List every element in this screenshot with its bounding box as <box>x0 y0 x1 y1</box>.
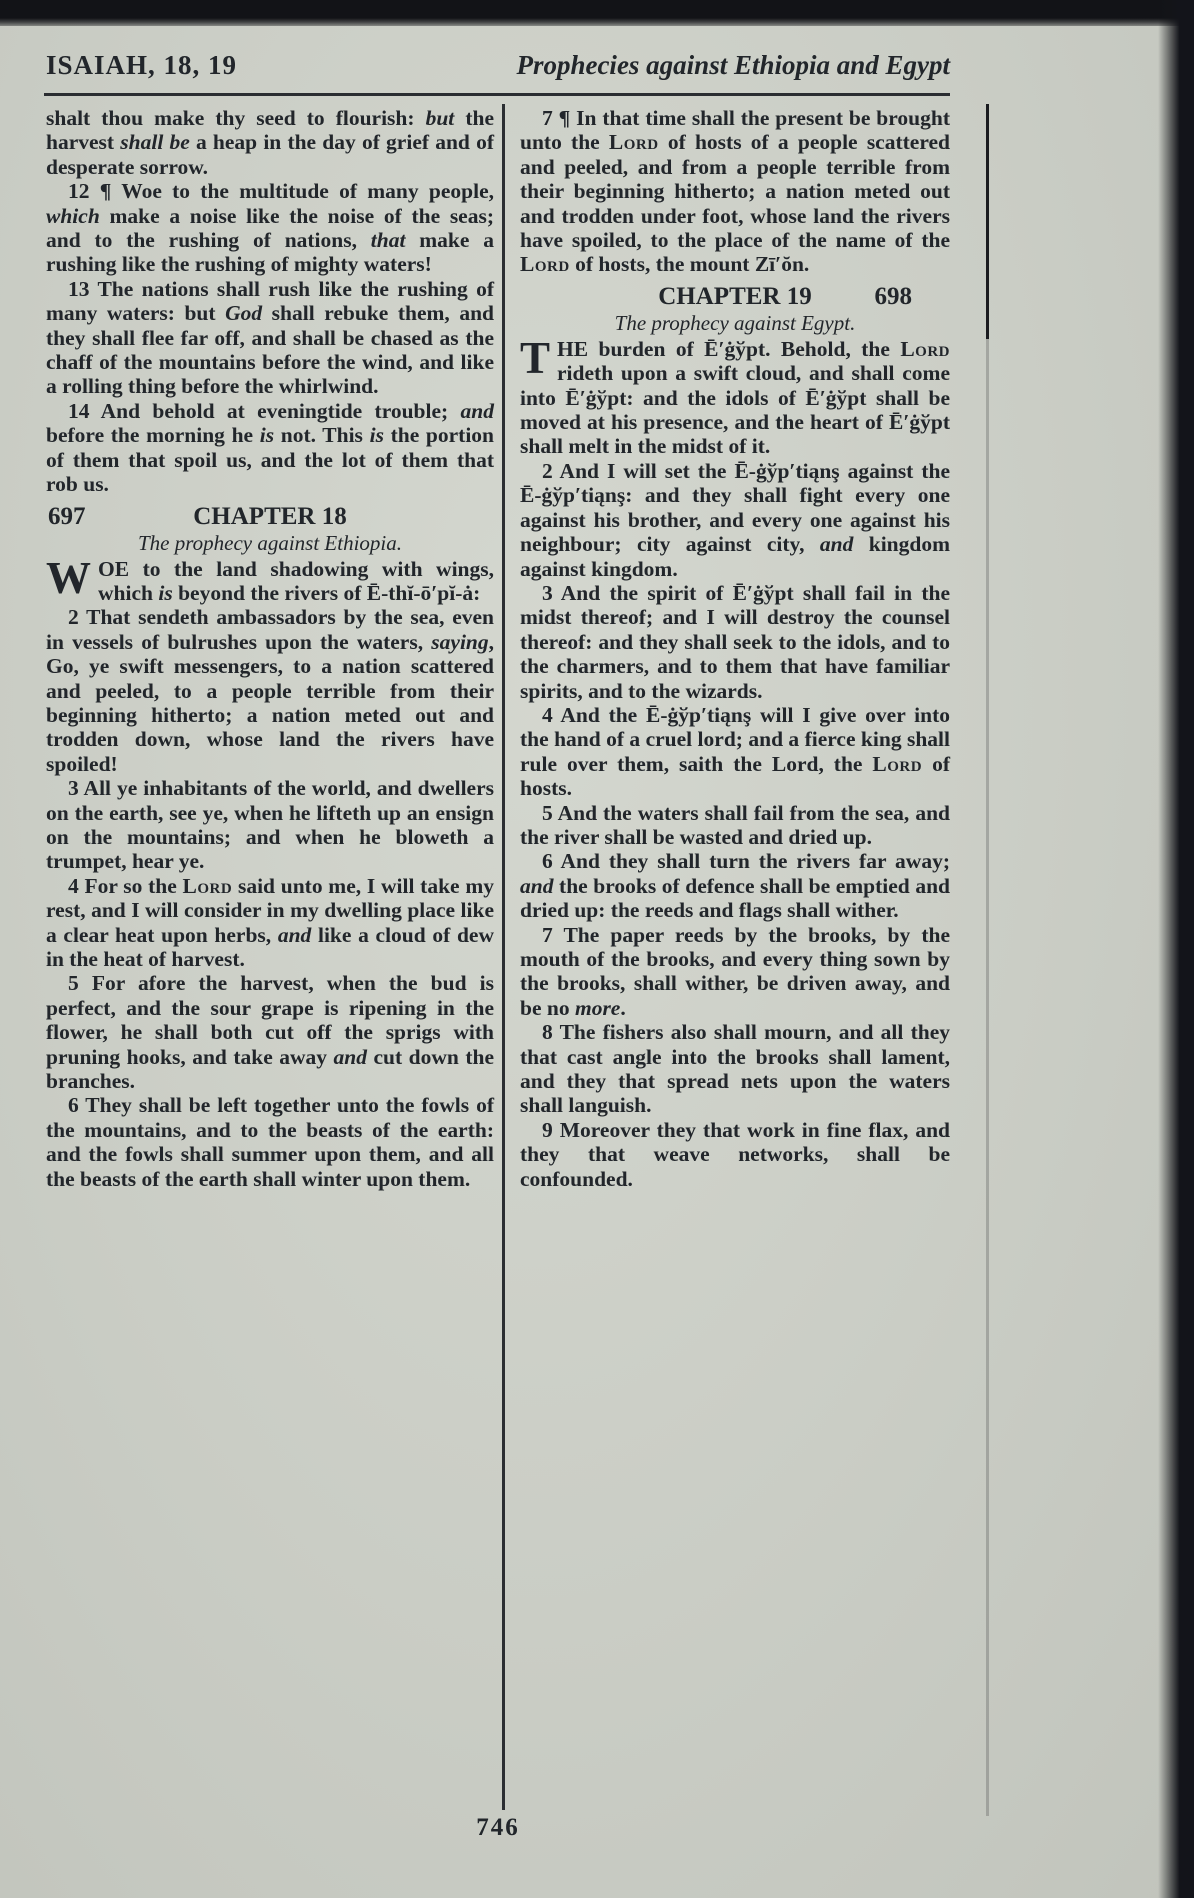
verse-paragraph: 8 The fishers also shall mourn, and all they that cast angle into the brooks shall lament, and they that spread nets upon the waters shall languish. <box>520 1020 950 1118</box>
verse-paragraph: 5 For afore the harvest, when the bud is perfect, and the sour grape is ripening in the flower, he shall both cut off the sprigs with pruning hooks, and take away and cut down the branches. <box>46 971 494 1094</box>
verse-paragraph: 12 ¶ Woe to the multitude of many people, which make a noise like the noise of the seas; and to the rushing of nations, that make a rushing like the rushing of mighty waters! <box>46 179 494 277</box>
chapter-19-title: CHAPTER 19 <box>658 282 812 310</box>
chapter-page-ref-698: 698 <box>874 282 912 310</box>
verse-paragraph: 9 Moreover they that work in fine flax, and they that weave networks, shall be confounded. <box>520 1117 950 1191</box>
verse-paragraph: 4 For so the Lord said unto me, I will take my rest, and I will consider in my dwelling place like a clear heat upon herbs, and like a cloud of dew in the heat of harvest. <box>46 873 494 971</box>
header-rule <box>44 93 950 96</box>
page-number: 746 <box>476 1814 520 1841</box>
right-column <box>520 106 950 1191</box>
running-head-title: Prophecies against Ethiopia and Egypt <box>516 50 950 80</box>
verse-paragraph: 2 And I will set the Ē-ġўp′tiąnş against the Ē-ġўp′tiąnş: and they shall fight every one against his brother, and every one against his neighbour; city against city, and kingdom against kingdom. <box>520 458 950 581</box>
verse-paragraph: 5 And the waters shall fail from the sea, and the river shall be wasted and dried up. <box>520 800 950 849</box>
verse-text: HE burden of Ē′ġўpt. Behold, the Lord rideth upon a swift cloud, and shall come into Ē′ġўpt: and the idols of Ē′ġўpt shall be moved at his presence, and the heart of Ē′ġўpt shall melt in the midst of it. <box>520 336 950 459</box>
verse-paragraph <box>520 332 950 459</box>
verse-paragraph: 6 They shall be left together unto the fowls of the mountains, and to the beasts of the earth: and the fowls shall summer upon them, and all the beasts of the earth shall winter upon them. <box>46 1093 494 1191</box>
running-head <box>46 50 950 81</box>
verse-paragraph: 3 All ye inhabitants of the world, and dwellers on the earth, see ye, when he lifteth up an ensign on the mountains; and when he bloweth a trumpet, hear ye. <box>46 776 494 874</box>
chapter-18-subtitle: The prophecy against Ethiopia. <box>137 530 403 555</box>
page-content <box>46 0 950 1898</box>
verse-paragraph: 3 And the spirit of Ē′ġўpt shall fail in the midst thereof; and I will destroy the counsel thereof: and they shall seek to the idols, and to the charmers, and to them that have familiar spirits, and to the wizards. <box>520 580 950 703</box>
chapter-page-ref-697: 697 <box>48 502 86 530</box>
verse-paragraph: 7 ¶ In that time shall the present be brought unto the Lord of hosts of a people scattered and peeled, and from a people terrible from their beginning hitherto; a nation meted out and trodden under foot, whose land the rivers have spoiled, to the place of the name of the Lord of hosts, the mount Zī′ŏn. <box>520 106 950 277</box>
verse-paragraph: 4 And the Ē-ġўp′tiąnş will I give over into the hand of a cruel lord; and a fierce king shall rule over them, saith the Lord, the Lord of hosts. <box>520 702 950 801</box>
two-column-text-block <box>46 106 950 1191</box>
chapter-18-title: CHAPTER 18 <box>193 502 347 530</box>
facing-page-edge-shadow <box>986 104 989 1816</box>
book-chapter-reference: ISAIAH, 18, 19 <box>46 50 238 80</box>
left-column <box>46 106 494 1191</box>
verse-paragraph: shalt thou make thy seed to flourish: but the harvest shall be a heap in the day of grief and of desperate sorrow. <box>46 106 494 179</box>
verse-paragraph: 13 The nations shall rush like the rushing of many waters: but God shall rebuke them, and they shall flee far off, and shall be chased as the chaff of the mountains before the wind, and like a rolling thing before the whirlwind. <box>46 276 494 399</box>
chapter-19-subtitle: The prophecy against Egypt. <box>614 310 856 335</box>
column-divider-rule <box>502 104 505 1810</box>
verse-paragraph: 7 The paper reeds by the brooks, by the mouth of the brooks, and every thing sown by the brooks, shall wither, be driven away, and be no more. <box>520 922 950 1020</box>
drop-cap-t: T <box>520 332 551 383</box>
verse-paragraph: 14 And behold at eveningtide trouble; and before the morning he is not. This is the portion of them that spoil us, and the lot of them that rob us. <box>46 398 495 497</box>
verse-paragraph: 6 And they shall turn the rivers far away; and the brooks of defence shall be emptied and dried up: the reeds and flags shall wither. <box>520 849 950 923</box>
verse-text: OE to the land shadowing with wings, which is beyond the rivers of Ē-thĭ-ō′pĭ-ȧ: <box>98 556 494 605</box>
verse-paragraph <box>46 552 494 606</box>
scan-edge-right <box>1158 0 1194 1898</box>
chapter-18-heading <box>46 503 494 531</box>
drop-cap-w: W <box>46 552 91 603</box>
verse-paragraph: 2 That sendeth ambassadors by the sea, even in vessels of bulrushes upon the waters, saying, Go, ye swift messengers, to a nation scattered and peeled, to a people terrible from their beginning hitherto; a nation meted out and trodden down, whose land the rivers have spoiled! <box>46 605 494 776</box>
chapter-19-heading <box>520 283 950 311</box>
